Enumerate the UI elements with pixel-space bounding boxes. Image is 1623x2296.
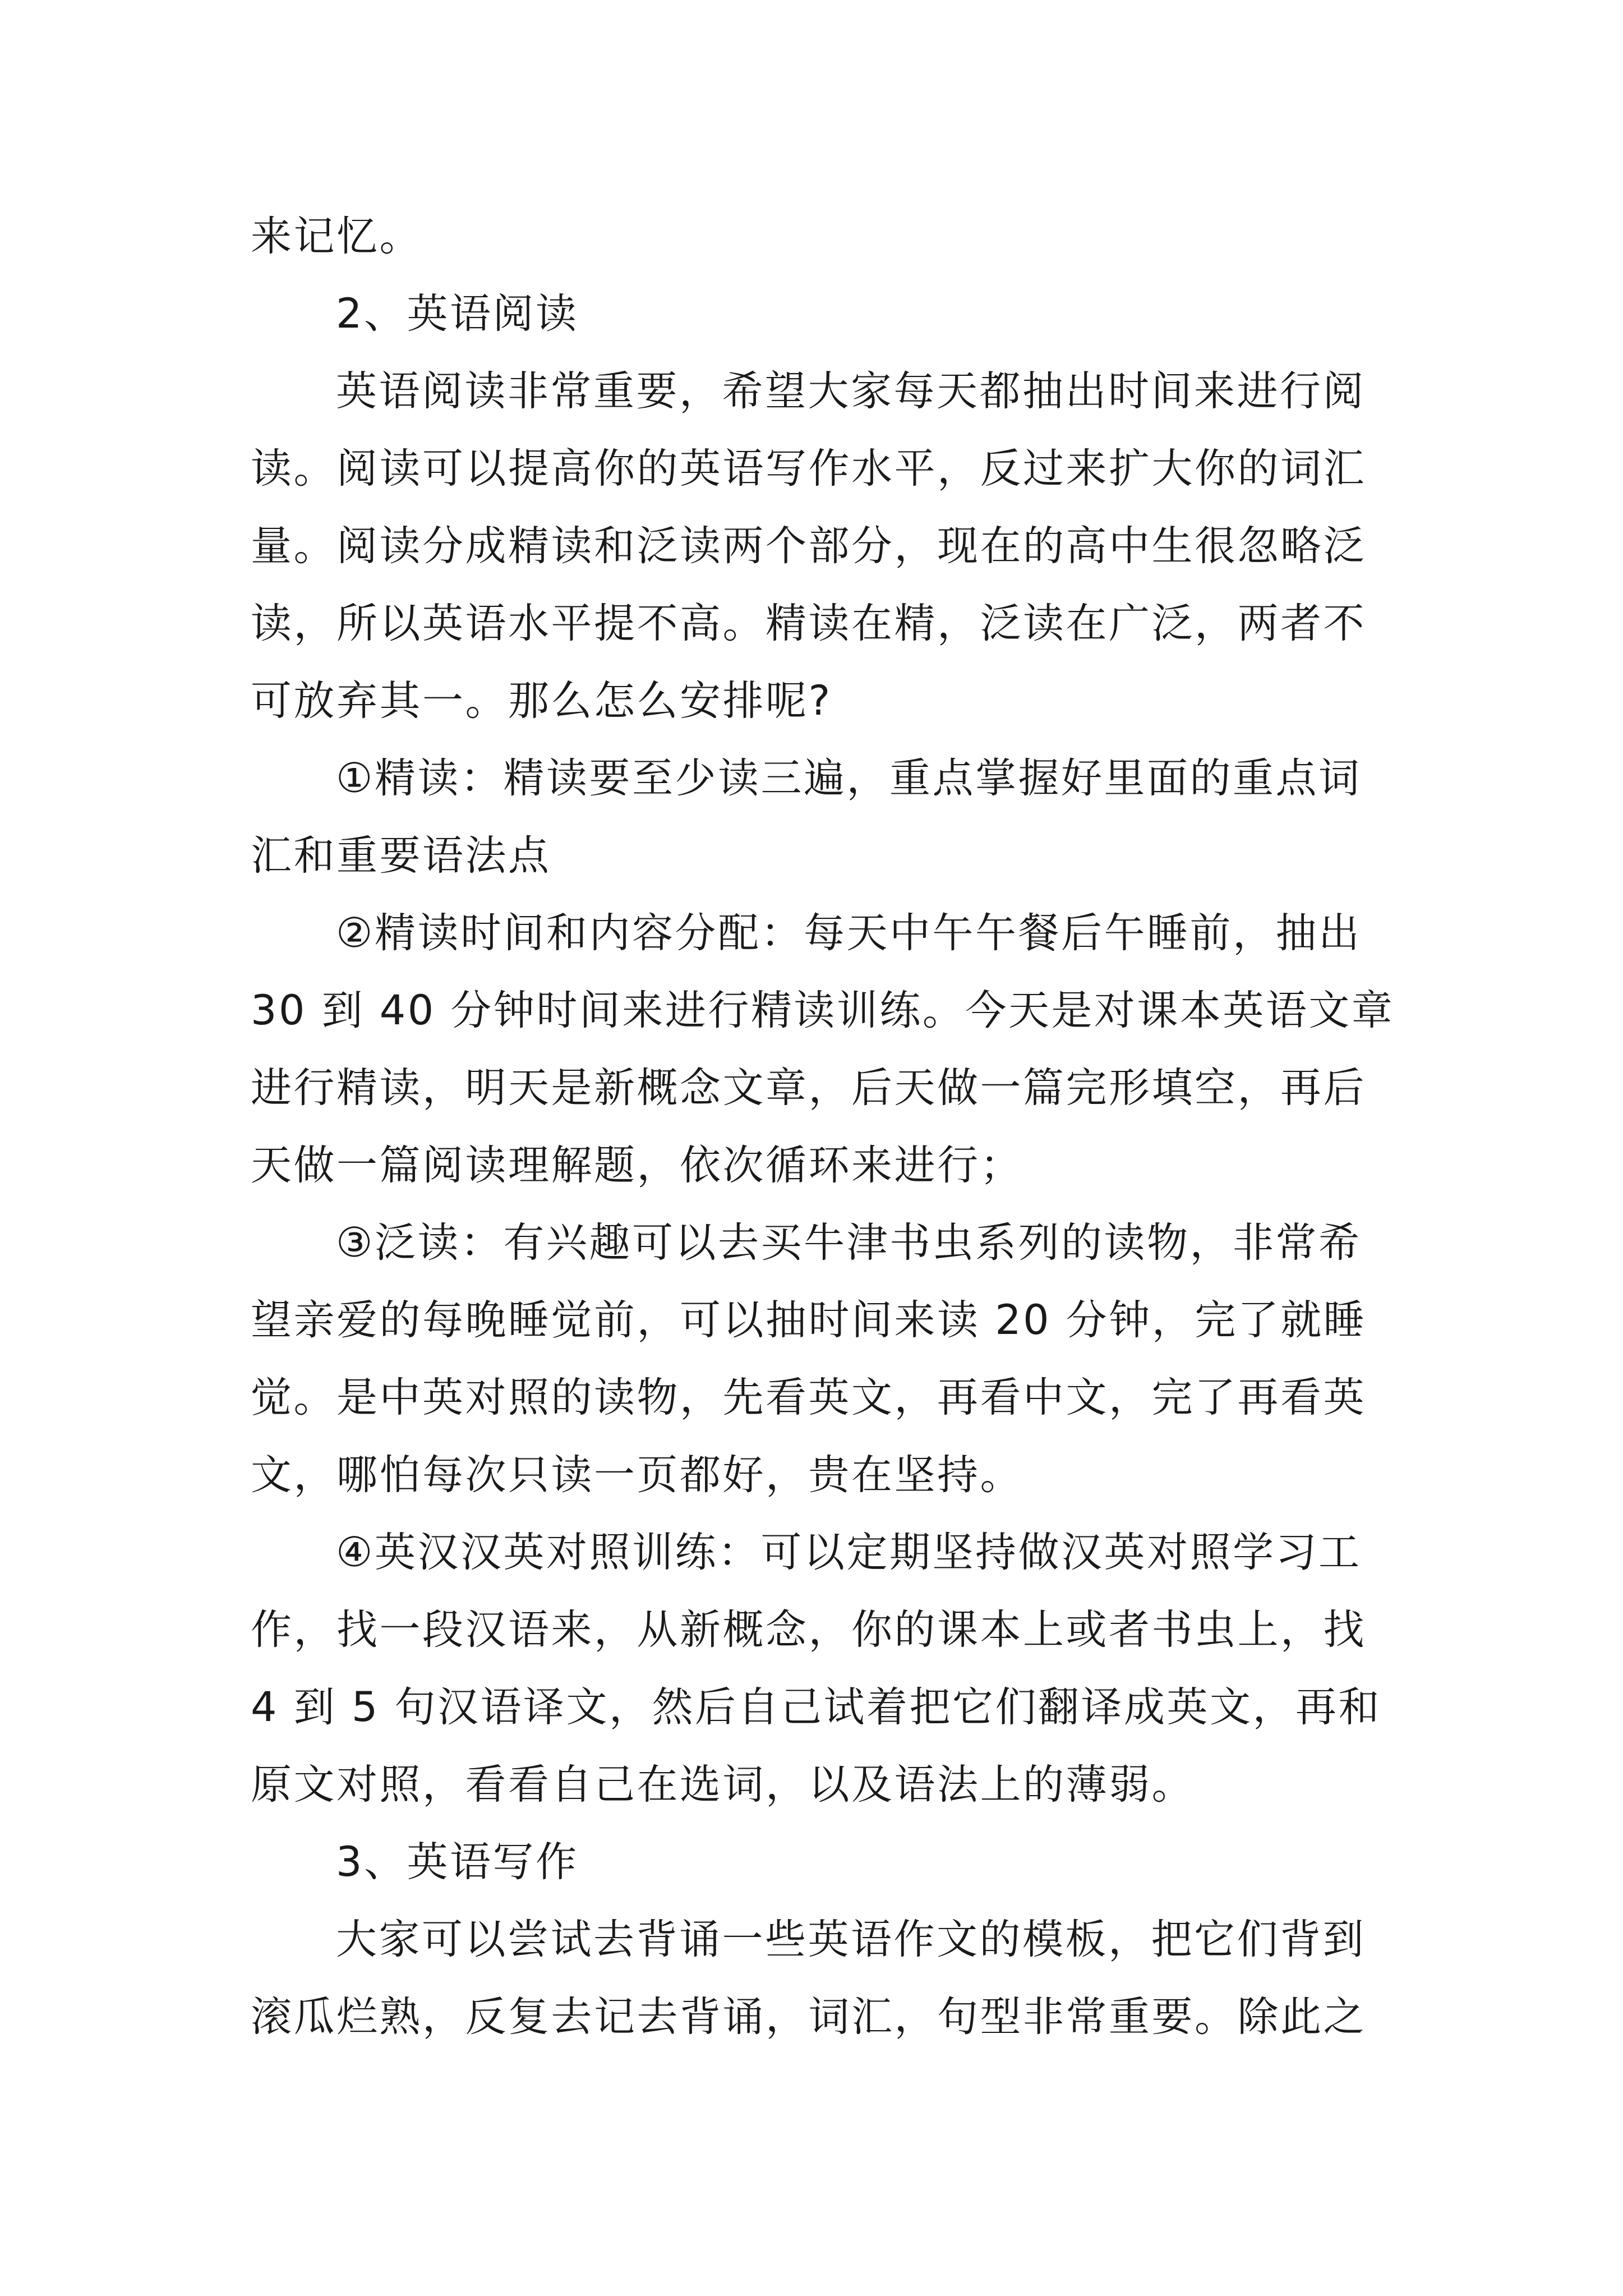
text-line: 4 到 5 句汉语译文，然后自己试着把它们翻译成英文，再和 <box>251 1683 1382 1731</box>
text-line: 作，找一段汉语来，从新概念，你的课本上或者书虫上，找 <box>251 1606 1366 1654</box>
text-line: ②精读时间和内容分配：每天中午午餐后午睡前，抽出 <box>336 909 1362 957</box>
text-line: 原文对照，看看自己在选词，以及语法上的薄弱。 <box>251 1761 1195 1809</box>
text-line: 英语阅读非常重要，希望大家每天都抽出时间来进行阅 <box>336 367 1366 415</box>
text-line: 汇和重要语法点 <box>251 832 551 880</box>
text-line: 量。阅读分成精读和泛读两个部分，现在的高中生很忽略泛 <box>251 522 1366 570</box>
text-line: 进行精读，明天是新概念文章，后天做一篇完形填空，再后 <box>251 1064 1366 1112</box>
text-line: 来记忆。 <box>251 213 422 260</box>
text-line: ③泛读：有兴趣可以去买牛津书虫系列的读物，非常希 <box>336 1219 1362 1267</box>
text-line: 大家可以尝试去背诵一些英语作文的模板，把它们背到 <box>336 1916 1366 1963</box>
text-line: 望亲爱的每晚睡觉前，可以抽时间来读 20 分钟，完了就睡 <box>251 1296 1367 1344</box>
text-line: 可放弃其一。那么怎么安排呢? <box>251 677 832 725</box>
text-line: 天做一篇阅读理解题，依次循环来进行； <box>251 1142 1023 1189</box>
text-line: 读，所以英语水平提不高。精读在精，泛读在广泛，两者不 <box>251 600 1366 647</box>
text-line: ①精读：精读要至少读三遍，重点掌握好里面的重点词 <box>336 754 1362 802</box>
text-line: 滚瓜烂熟，反复去记去背诵，词汇，句型非常重要。除此之 <box>251 1993 1366 2041</box>
text-line: ④英汉汉英对照训练：可以定期坚持做汉英对照学习工 <box>336 1529 1362 1576</box>
section-heading: 3、英语写作 <box>336 1838 579 1886</box>
text-line: 读。阅读可以提高你的英语写作水平，反过来扩大你的词汇 <box>251 445 1366 493</box>
text-line: 30 到 40 分钟时间来进行精读训练。今天是对课本英语文章 <box>251 987 1395 1034</box>
text-line: 觉。是中英对照的读物，先看英文，再看中文，完了再看英 <box>251 1374 1366 1421</box>
text-line: 文，哪怕每次只读一页都好，贵在坚持。 <box>251 1451 1023 1499</box>
section-heading: 2、英语阅读 <box>336 290 579 338</box>
